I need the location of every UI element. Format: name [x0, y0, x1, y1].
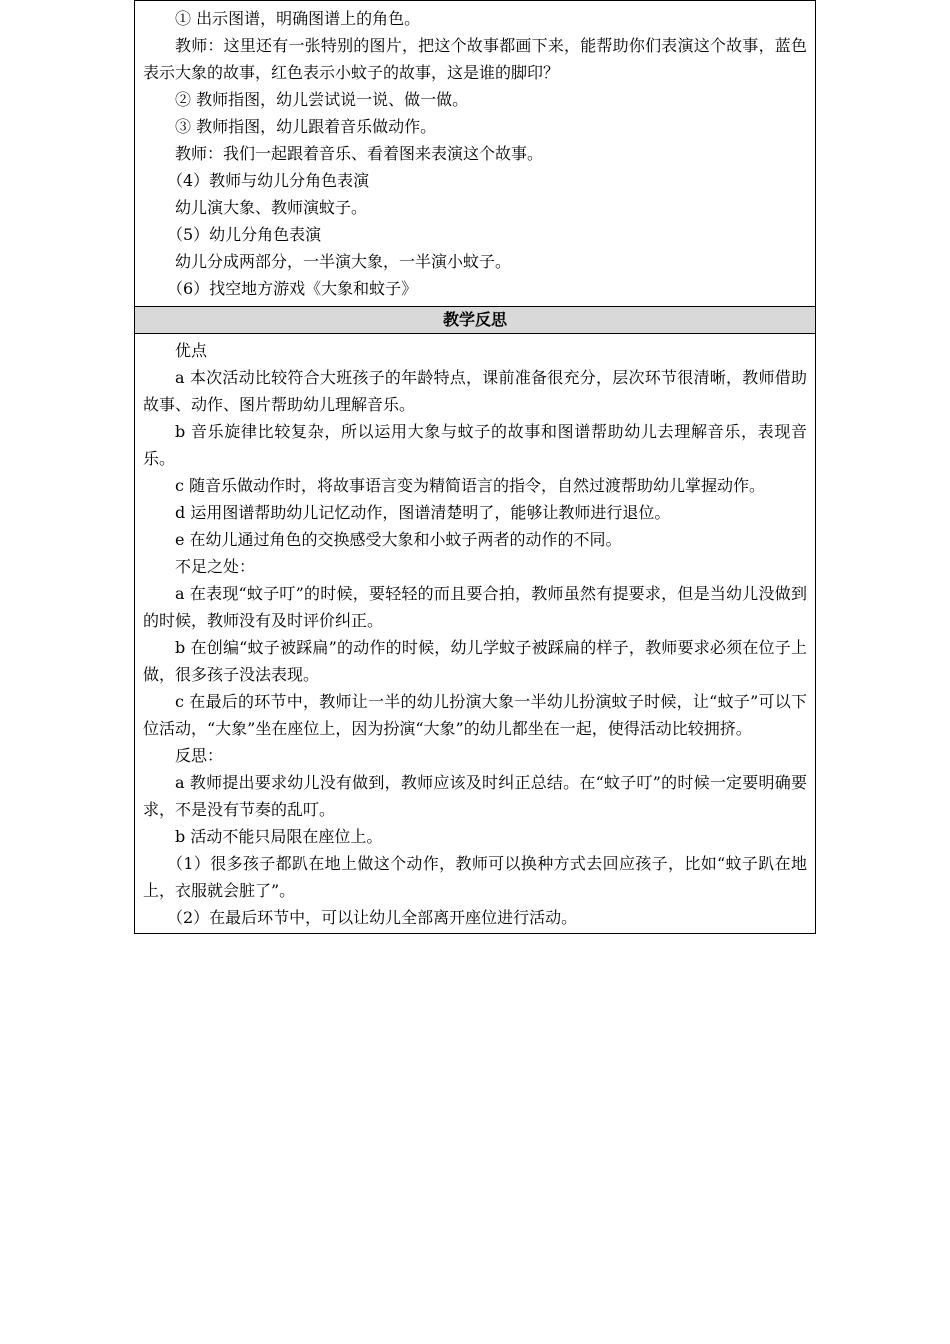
- activity-step: 教师：这里还有一张特别的图片，把这个故事都画下来，能帮助你们表演这个故事，蓝色表示大象的故事，红色表示小蚊子的故事，这是谁的脚印？: [143, 36, 807, 82]
- reflection-header-row: [135, 307, 816, 334]
- activity-step: ② 教师指图，幼儿尝试说一说、做一做。: [175, 90, 469, 109]
- reflection-paragraph: a 本次活动比较符合大班孩子的年龄特点，课前准备很充分，层次环节很清晰，教师借助故事、动作、图片帮助幼儿理解音乐。: [143, 368, 807, 414]
- activity-process-row: [135, 1, 816, 307]
- activity-step: ① 出示图谱，明确图谱上的角色。: [175, 9, 421, 28]
- activity-step: ③ 教师指图，幼儿跟着音乐做动作。: [175, 117, 437, 136]
- activity-step: 幼儿分成两部分，一半演大象，一半演小蚊子。: [175, 252, 512, 271]
- reflection-paragraph: b 在创编“蚊子被踩扁”的动作的时候，幼儿学蚊子被踩扁的样子，教师要求必须在位子上做，很多孩子没法表现。: [143, 638, 807, 684]
- reflection-paragraph: a 教师提出要求幼儿没有做到，教师应该及时纠正总结。在“蚊子叮”的时候一定要明确要求，不是没有节奏的乱叮。: [143, 773, 807, 819]
- reflection-paragraph: c 随音乐做动作时，将故事语言变为精简语言的指令，自然过渡帮助幼儿掌握动作。: [175, 476, 766, 495]
- activity-process-cell: [135, 1, 816, 307]
- reflection-paragraph: b 活动不能只局限在座位上。: [175, 827, 383, 846]
- activity-step: 幼儿演大象、教师演蚊子。: [175, 198, 368, 217]
- activity-step: 教师：我们一起跟着音乐、看着图来表演这个故事。: [175, 144, 544, 163]
- reflection-content-row: [135, 334, 816, 934]
- reflection-paragraph: c 在最后的环节中，教师让一半的幼儿扮演大象一半幼儿扮演蚊子时候，让“蚊子”可以下位活动，“大象”坐在座位上，因为扮演“大象”的幼儿都坐在一起，使得活动比较拥挤。: [143, 692, 807, 738]
- reflection-content-cell: [135, 334, 816, 934]
- reflection-paragraph: 反思：: [175, 746, 224, 765]
- reflection-paragraph: 优点: [175, 341, 208, 360]
- reflection-paragraph: b 音乐旋律比较复杂，所以运用大象与蚊子的故事和图谱帮助幼儿去理解音乐，表现音乐。: [143, 422, 807, 468]
- reflection-paragraph: a 在表现“蚊子叮”的时候，要轻轻的而且要合拍，教师虽然有提要求，但是当幼儿没做到的时候，教师没有及时评价纠正。: [143, 584, 807, 630]
- reflection-paragraph: d 运用图谱帮助幼儿记忆动作，图谱清楚明了，能够让教师进行退位。: [175, 503, 671, 522]
- reflection-paragraph: （2）在最后环节中，可以让幼儿全部离开座位进行活动。: [167, 908, 578, 927]
- reflection-paragraph: （1）很多孩子都趴在地上做这个动作，教师可以换种方式去回应孩子，比如“蚊子趴在地上，衣服就会脏了”。: [143, 854, 807, 900]
- reflection-paragraph: 不足之处：: [175, 557, 256, 576]
- lesson-plan-table: [134, 0, 816, 934]
- activity-step: （5）幼儿分角色表演: [167, 225, 322, 244]
- reflection-heading: 教学反思: [135, 307, 816, 334]
- activity-step: （4）教师与幼儿分角色表演: [167, 171, 370, 190]
- activity-step: （6）找空地方游戏《大象和蚊子》: [167, 279, 418, 298]
- reflection-paragraph: e 在幼儿通过角色的交换感受大象和小蚊子两者的动作的不同。: [175, 530, 622, 549]
